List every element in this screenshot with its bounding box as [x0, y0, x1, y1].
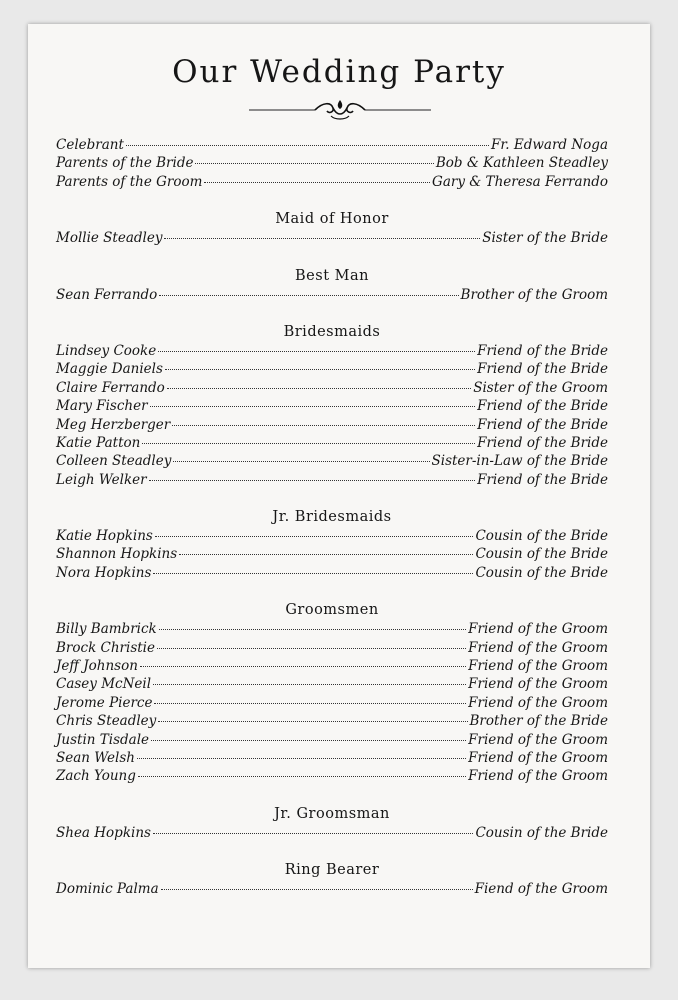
party-row	[56, 173, 608, 191]
dot-leader	[150, 406, 476, 407]
dot-leader	[204, 182, 430, 183]
member-role: Friend of the Groom	[468, 658, 608, 675]
member-name: Shea Hopkins	[56, 824, 151, 841]
member-role: Friend of the Groom	[468, 694, 608, 711]
dot-leader	[179, 554, 473, 555]
member-name: Parents of the Groom	[56, 173, 203, 190]
member-role: Friend of the Bride	[477, 434, 608, 451]
dot-leader	[149, 480, 475, 481]
member-role: Brother of the Groom	[460, 286, 608, 303]
member-role: Friend of the Bride	[477, 342, 608, 359]
dot-leader	[165, 369, 475, 370]
program-card	[28, 24, 650, 968]
member-role: Friend of the Groom	[468, 639, 608, 656]
member-name: Colleen Steadley	[56, 453, 172, 470]
member-name: Celebrant	[56, 137, 124, 153]
dot-leader	[172, 425, 475, 426]
dot-leader	[167, 388, 471, 389]
party-row	[56, 527, 608, 545]
dot-leader	[164, 238, 480, 239]
party-row	[56, 154, 608, 172]
member-role: Fr. Edward Noga	[490, 137, 608, 153]
member-role: Fiend of the Groom	[474, 881, 608, 898]
member-name: Meg Herzberger	[56, 416, 171, 433]
member-name: Sean Welsh	[56, 749, 135, 766]
party-row	[56, 880, 608, 898]
party-row	[56, 749, 608, 767]
member-role: Gary & Theresa Ferrando	[432, 173, 608, 190]
member-name: Leigh Welker	[56, 471, 147, 488]
wedding-party-list	[56, 136, 608, 899]
section-title: Bridesmaids	[283, 323, 381, 340]
member-name: Mary Fischer	[56, 398, 148, 415]
dot-leader	[137, 758, 466, 759]
section-title: Jr. Groomsman	[274, 805, 390, 822]
dot-leader	[142, 443, 475, 444]
dot-leader	[153, 573, 473, 574]
party-row	[56, 712, 608, 730]
party-row	[56, 286, 608, 304]
dot-leader	[195, 163, 433, 164]
party-row	[56, 342, 608, 360]
dot-leader	[157, 648, 466, 649]
member-name: Dominic Palma	[56, 881, 159, 898]
member-name: Maggie Daniels	[56, 361, 163, 378]
section-title: Ring Bearer	[284, 862, 380, 879]
dot-leader	[159, 295, 458, 296]
member-role: Bob & Kathleen Steadley	[435, 155, 608, 172]
party-row	[56, 452, 608, 470]
member-role: Friend of the Bride	[477, 398, 608, 415]
member-name: Nora Hopkins	[56, 564, 152, 581]
section-spacer	[56, 842, 608, 860]
party-row	[56, 657, 608, 675]
member-role: Friend of the Groom	[468, 621, 608, 638]
member-name: Katie Hopkins	[56, 528, 153, 545]
section-title: Groomsmen	[285, 602, 379, 619]
member-role: Friend of the Groom	[468, 731, 608, 748]
dot-leader	[155, 536, 474, 537]
member-name: Lindsey Cooke	[56, 342, 157, 359]
member-role: Sister of the Groom	[473, 379, 608, 396]
section-title: Jr. Bridesmaids	[272, 509, 392, 526]
party-row	[56, 379, 608, 397]
party-row	[56, 545, 608, 563]
member-role: Sister of the Bride	[482, 230, 608, 247]
party-row	[56, 397, 608, 415]
dot-leader	[140, 666, 466, 667]
party-row	[56, 416, 608, 434]
party-row	[56, 639, 608, 657]
party-row	[56, 434, 608, 452]
party-row	[56, 229, 608, 247]
section-spacer	[56, 304, 608, 322]
member-role: Friend of the Groom	[468, 768, 608, 785]
member-name: Casey McNeil	[56, 676, 152, 693]
dot-leader	[153, 684, 466, 685]
member-role: Cousin of the Bride	[475, 824, 608, 841]
page-title: Our Wedding Party	[172, 54, 506, 90]
member-name: Shannon Hopkins	[56, 546, 178, 563]
dot-leader	[173, 461, 429, 462]
dot-leader	[138, 776, 466, 777]
member-name: Billy Bambrick	[56, 621, 157, 638]
member-role: Cousin of the Bride	[475, 528, 608, 545]
section-title: Best Man	[295, 267, 369, 284]
member-role: Friend of the Bride	[477, 471, 608, 488]
member-role: Friend of the Groom	[468, 676, 608, 693]
member-name: Justin Tisdale	[56, 731, 150, 748]
member-role: Brother of the Bride	[469, 713, 608, 730]
member-role: Friend of the Groom	[468, 749, 608, 766]
member-role: Sister-in-Law of the Bride	[431, 453, 608, 470]
member-role: Friend of the Bride	[477, 416, 608, 433]
dot-leader	[154, 703, 466, 704]
dot-leader	[161, 889, 473, 890]
member-name: Katie Patton	[56, 434, 141, 451]
section-spacer	[56, 248, 608, 266]
party-row	[56, 564, 608, 582]
member-name: Parents of the Bride	[56, 155, 194, 172]
section-title: Maid of Honor	[275, 211, 389, 228]
dot-leader	[126, 145, 489, 146]
party-row	[56, 824, 608, 842]
member-role: Cousin of the Bride	[475, 546, 608, 563]
member-name: Jeff Johnson	[56, 658, 138, 675]
section-spacer	[56, 489, 608, 507]
party-row	[56, 136, 608, 154]
member-name: Claire Ferrando	[56, 379, 165, 396]
party-row	[56, 694, 608, 712]
member-role: Cousin of the Bride	[475, 564, 608, 581]
member-name: Sean Ferrando	[56, 286, 158, 303]
member-name: Mollie Steadley	[56, 230, 163, 247]
section-spacer	[56, 582, 608, 600]
party-row	[56, 471, 608, 489]
party-row	[56, 675, 608, 693]
dot-leader	[158, 351, 475, 352]
party-row	[56, 620, 608, 638]
flourish-ornament-icon	[245, 96, 435, 122]
party-row	[56, 360, 608, 378]
dot-leader	[153, 833, 474, 834]
dot-leader	[158, 721, 467, 722]
member-name: Jerome Pierce	[56, 694, 153, 711]
party-row	[56, 767, 608, 785]
member-role: Friend of the Bride	[477, 361, 608, 378]
section-spacer	[56, 786, 608, 804]
section-spacer	[56, 191, 608, 209]
member-name: Brock Christie	[56, 639, 155, 656]
party-row	[56, 731, 608, 749]
member-name: Chris Steadley	[56, 713, 157, 730]
member-name: Zach Young	[56, 768, 136, 785]
dot-leader	[151, 740, 466, 741]
dot-leader	[159, 629, 466, 630]
